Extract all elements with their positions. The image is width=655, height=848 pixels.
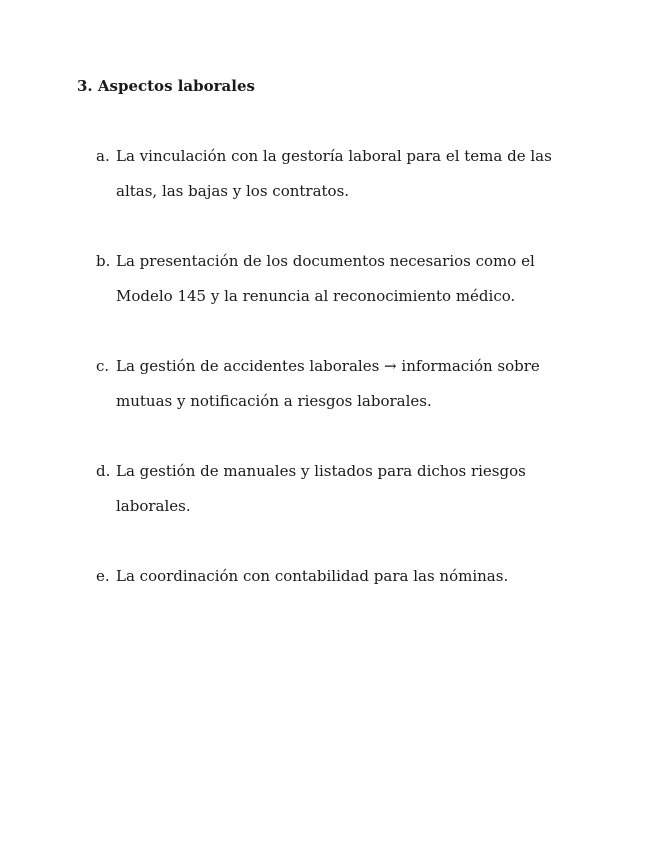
list-marker: c. xyxy=(96,357,110,375)
list-item-text: La presentación de los documentos necesarios como el Modelo 145 y la renuncia al reconocimiento médico. xyxy=(116,252,535,305)
list-item xyxy=(96,244,566,314)
list-item xyxy=(96,139,566,209)
list-item-text: La vinculación con la gestoría laboral para el tema de las altas, las bajas y los contratos. xyxy=(116,147,552,200)
list-item-text: La gestión de accidentes laborales → información sobre mutuas y notificación a riesgos laborales. xyxy=(116,357,540,410)
list-item xyxy=(96,349,566,419)
list-item-text: La coordinación con contabilidad para las nóminas. xyxy=(116,567,509,585)
list-marker: d. xyxy=(96,462,111,480)
list-marker: b. xyxy=(96,252,111,270)
section-title: 3. Aspectos laborales xyxy=(77,77,255,95)
list-item xyxy=(96,454,566,524)
list-item xyxy=(96,559,566,594)
list-item-text: La gestión de manuales y listados para dichos riesgos laborales. xyxy=(116,462,526,515)
list-marker: e. xyxy=(96,567,110,585)
list-marker: a. xyxy=(96,147,110,165)
